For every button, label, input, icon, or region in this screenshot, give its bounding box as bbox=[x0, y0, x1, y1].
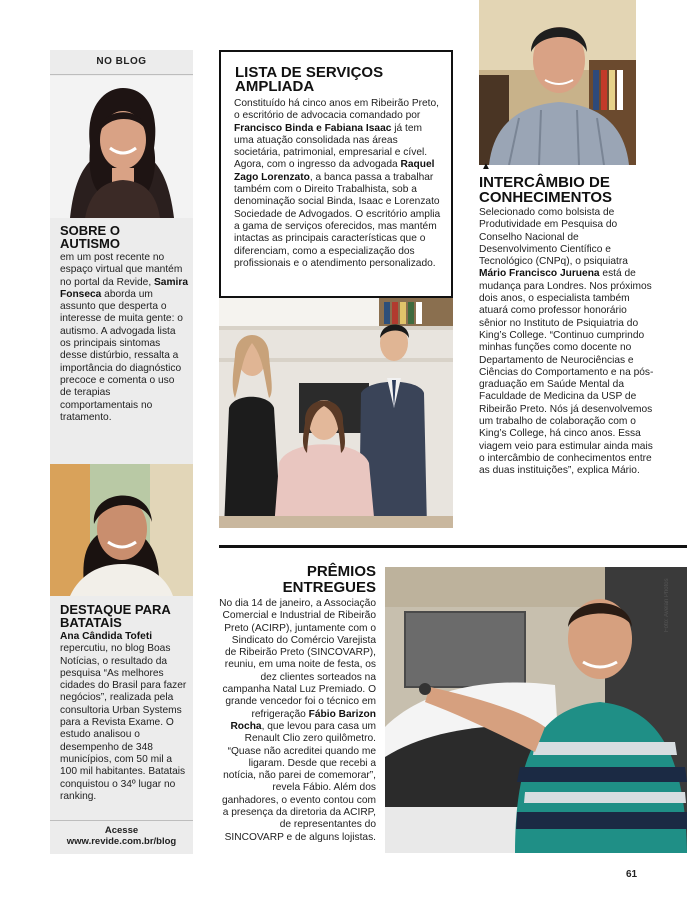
text-sobre-o-autismo: em um post recente no espaço virtual que mantém no portal da Revide, Samira Fonseca aborda um assunto que desperta o interesse de muita gente: o autismo. A advogada lista os principais sintomas desse distúrbio, ressalta a importância do diagnóstico precoce e comenta o uso de terapias comportamentais no tratamento. bbox=[60, 252, 188, 423]
photo-advogados-escritorio bbox=[219, 298, 453, 528]
sidebar-label: NO BLOG bbox=[96, 56, 147, 67]
text-intercambio-de-conhecimentos: Selecionado como bolsista de Produtividade em Pesquisa do Conselho Nacional de Desenvolvimento Científico e Tecnológico (CNPq), o psiquiatra Mário Francisco Juruena está de mudança para Londres. Nos próximos dois anos, o especialista também atuará como professor honorário sênior no Instituto de Psiquiatria do King’s College. “Continuo cumprindo minhas funções como docente no Departamento de Neurociências e Ciências do Comportamento e na pós-graduação em Saúde Mental da Faculdade de Medicina da USP de Ribeirão Preto. Nós já desenvolvemos um trabalho de colaboração com o King’s College, há cinco anos. Essa viagem veio para estimular ainda mais o intercâmbio de conhecimentos entre as duas instituições”, explica Mário. bbox=[479, 207, 654, 477]
photo-fabio-barizon-rocha bbox=[385, 567, 687, 853]
photo-credit: Foto: Avelan Photos bbox=[664, 578, 670, 632]
sidebar-blog bbox=[50, 50, 193, 854]
text-premios-entregues: No dia 14 de janeiro, a Associação Comercial e Industrial de Ribeirão Preto (ACIRP), juntamente com o Sindicato do Comércio Varejista de Ribeirão Preto (SINCOVARP), reuniu, em uma noite de festa, os dez clientes sorteados na campanha Natal Luz Premiado. O grande vencedor foi o técnico em refrigeração Fábio Barizon Rocha, que levou para casa um Renault Clio zero quilômetro. “Quase não acreditei quando me ligaram. Desde que recebi a notícia, não parei de comemorar”, revela Fábio. Além dos ganhadores, o evento contou com a presença da diretoria da ACIRP, de representantes do SINCOVARP e de alguns lojistas. bbox=[219, 598, 376, 843]
page-number: 61 bbox=[626, 869, 638, 880]
text-lista-de-servicos: Constituído há cinco anos em Ribeirão Preto, o escritório de advocacia comandado por Francisco Binda e Fabiana Isaac já tem uma atuação consolidada nas áreas societária, patrimonial, empresarial e cível. Agora, com o ingresso da advogada Raquel Zago Lorenzato, a banca passa a trabalhar também com o Direito Trabalhista, sob a denominação social Binda, Isaac e Lorenzato Sociedade de Advogados. O escritório amplia a gama de serviços oferecidos, mas mantém intactas as principais características que o diferenciam, como a especialização dos profissionais e o atendimento personalizado. bbox=[234, 98, 441, 269]
blog-url-link[interactable]: www.revide.com.br/blog bbox=[66, 836, 177, 847]
divider bbox=[50, 74, 193, 75]
arrow-up-icon: ▲ bbox=[481, 161, 491, 172]
heading-intercambio-de-conhecimentos: INTERCÂMBIO DE CONHECIMENTOS bbox=[479, 174, 613, 206]
heading-destaque-para-batatais: DESTAQUE PARA BATATAIS bbox=[60, 602, 171, 630]
heading-premios-entregues: PRÊMIOS ENTREGUES bbox=[282, 563, 376, 596]
heading-sobre-o-autismo: SOBRE O AUTISMO bbox=[60, 223, 120, 251]
footer-access-label: Acesse bbox=[104, 825, 139, 836]
photo-ana-candida-tofeti bbox=[50, 464, 193, 596]
photo-samira-fonseca bbox=[50, 76, 193, 218]
text-destaque-para-batatais: Ana Cândida Tofeti repercutiu, no blog Boas Notícias, o resultado da pesquisa “As melhores cidades do Brasil para fazer negócios”, realizada pela consultoria Urban Systems para a Revista Exame. O estudo analisou o desempenho de 348 municípios, com 50 mil a 100 mil habitantes. Batatais conquistou o 34º lugar no ranking. bbox=[60, 631, 187, 802]
heading-lista-de-servicos: LISTA DE SERVIÇOS AMPLIADA bbox=[235, 64, 384, 95]
section-divider bbox=[219, 545, 687, 548]
divider bbox=[50, 820, 193, 821]
blog-footer bbox=[50, 825, 193, 847]
photo-mario-francisco-juruena bbox=[479, 0, 636, 165]
article-lista-de-servicos bbox=[219, 50, 453, 298]
